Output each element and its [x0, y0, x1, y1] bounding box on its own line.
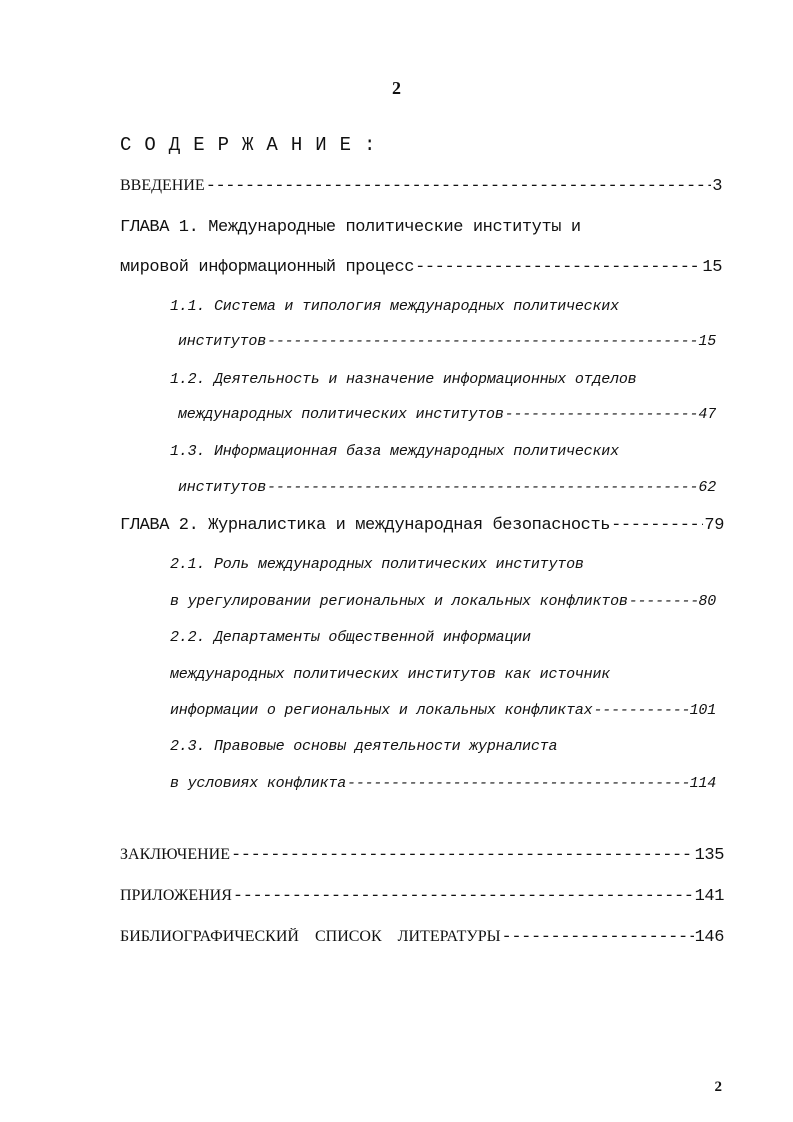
- toc-entry-title: ПРИЛОЖЕНИЯ: [120, 887, 232, 904]
- toc-section-1-3-line-1: 1.3. Информационная база международных политических: [170, 443, 619, 460]
- toc-entry-page: 3: [712, 177, 722, 196]
- toc-entry-page: 15: [702, 258, 722, 277]
- toc-chapter-1-line-2: [120, 258, 722, 277]
- toc-entry-title: в урегулировании региональных и локальных конфликтов: [170, 593, 628, 610]
- toc-entry-title: ВВЕДЕНИЕ: [120, 177, 205, 194]
- toc-section-2-1-line-1: 2.1. Роль международных политических институтов: [170, 556, 584, 573]
- toc-entry-page: 62: [698, 479, 716, 496]
- leader-dashes: [231, 846, 694, 865]
- leader-dashes: [267, 333, 697, 350]
- toc-section-2-3-line-1: 2.3. Правовые основы деятельности журналиста: [170, 738, 558, 755]
- toc-entry-title: в условиях конфликта: [170, 775, 347, 792]
- toc-entry-page: 146: [694, 928, 724, 947]
- toc-section-2-1-line-2: [170, 593, 716, 610]
- toc-entry-title: мировой информационный процесс: [120, 258, 415, 277]
- leader-dashes: [505, 406, 698, 423]
- toc-section-1-1-line-1: 1.1. Система и типология международных политических: [170, 298, 619, 315]
- toc-entry-title: ЗАКЛЮЧЕНИЕ: [120, 846, 230, 863]
- toc-section-2-3-line-2: [170, 775, 716, 792]
- toc-entry-page: 101: [689, 702, 716, 719]
- toc-section-1-2-line-1: 1.2. Деятельность и назначение информационных отделов: [170, 371, 637, 388]
- toc-section-2-2-line-3: [170, 702, 716, 719]
- leader-dashes: [415, 258, 701, 277]
- toc-entry-title: БИБЛИОГРАФИЧЕСКИЙ СПИСОК ЛИТЕРАТУРЫ: [120, 928, 501, 945]
- toc-entry-title: международных политических институтов: [178, 406, 504, 423]
- toc-section-2-2-line-1: 2.2. Департаменты общественной информации: [170, 629, 531, 646]
- toc-entry-title: институтов: [178, 479, 267, 496]
- toc-section-2-2-line-2: международных политических институтов как источник: [170, 666, 611, 683]
- toc-section-1-1-line-2: [178, 333, 716, 350]
- toc-entry-page: 79: [704, 516, 724, 535]
- toc-entry-page: 47: [698, 406, 716, 423]
- leader-dashes: [347, 775, 689, 792]
- leader-dashes: [629, 593, 698, 610]
- toc-entry-title: институтов: [178, 333, 267, 350]
- page-number-bottom: 2: [714, 1079, 722, 1095]
- toc-entry-page: 135: [694, 846, 724, 865]
- toc-section-1-3-line-2: [178, 479, 716, 496]
- toc-section-1-2-line-2: [178, 406, 716, 423]
- toc-heading: СОДЕРЖАНИЕ:: [120, 134, 389, 156]
- leader-dashes: [593, 702, 688, 719]
- toc-entry-title: ГЛАВА 2. Журналистика и международная безопасность: [120, 516, 611, 535]
- leader-dashes: [233, 887, 694, 906]
- toc-chapter-2: [120, 516, 724, 535]
- toc-entry-title: информации о региональных и локальных конфликтах: [170, 702, 593, 719]
- leader-dashes: [502, 928, 694, 947]
- toc-entry-page: 80: [698, 593, 716, 610]
- toc-entry-page: 114: [689, 775, 716, 792]
- leader-dashes: [206, 177, 712, 196]
- toc-entry-intro: [120, 177, 722, 196]
- toc-chapter-1-line-1: ГЛАВА 1. Международные политические институты и: [120, 218, 581, 237]
- leader-dashes: [267, 479, 697, 496]
- toc-entry-page: 141: [694, 887, 724, 906]
- page-number-top: 2: [392, 78, 401, 98]
- leader-dashes: [611, 516, 703, 535]
- toc-entry-page: 15: [698, 333, 716, 350]
- toc-entry-conclusion: [120, 846, 724, 865]
- toc-entry-bibliography: [120, 928, 724, 947]
- toc-entry-appendices: [120, 887, 724, 906]
